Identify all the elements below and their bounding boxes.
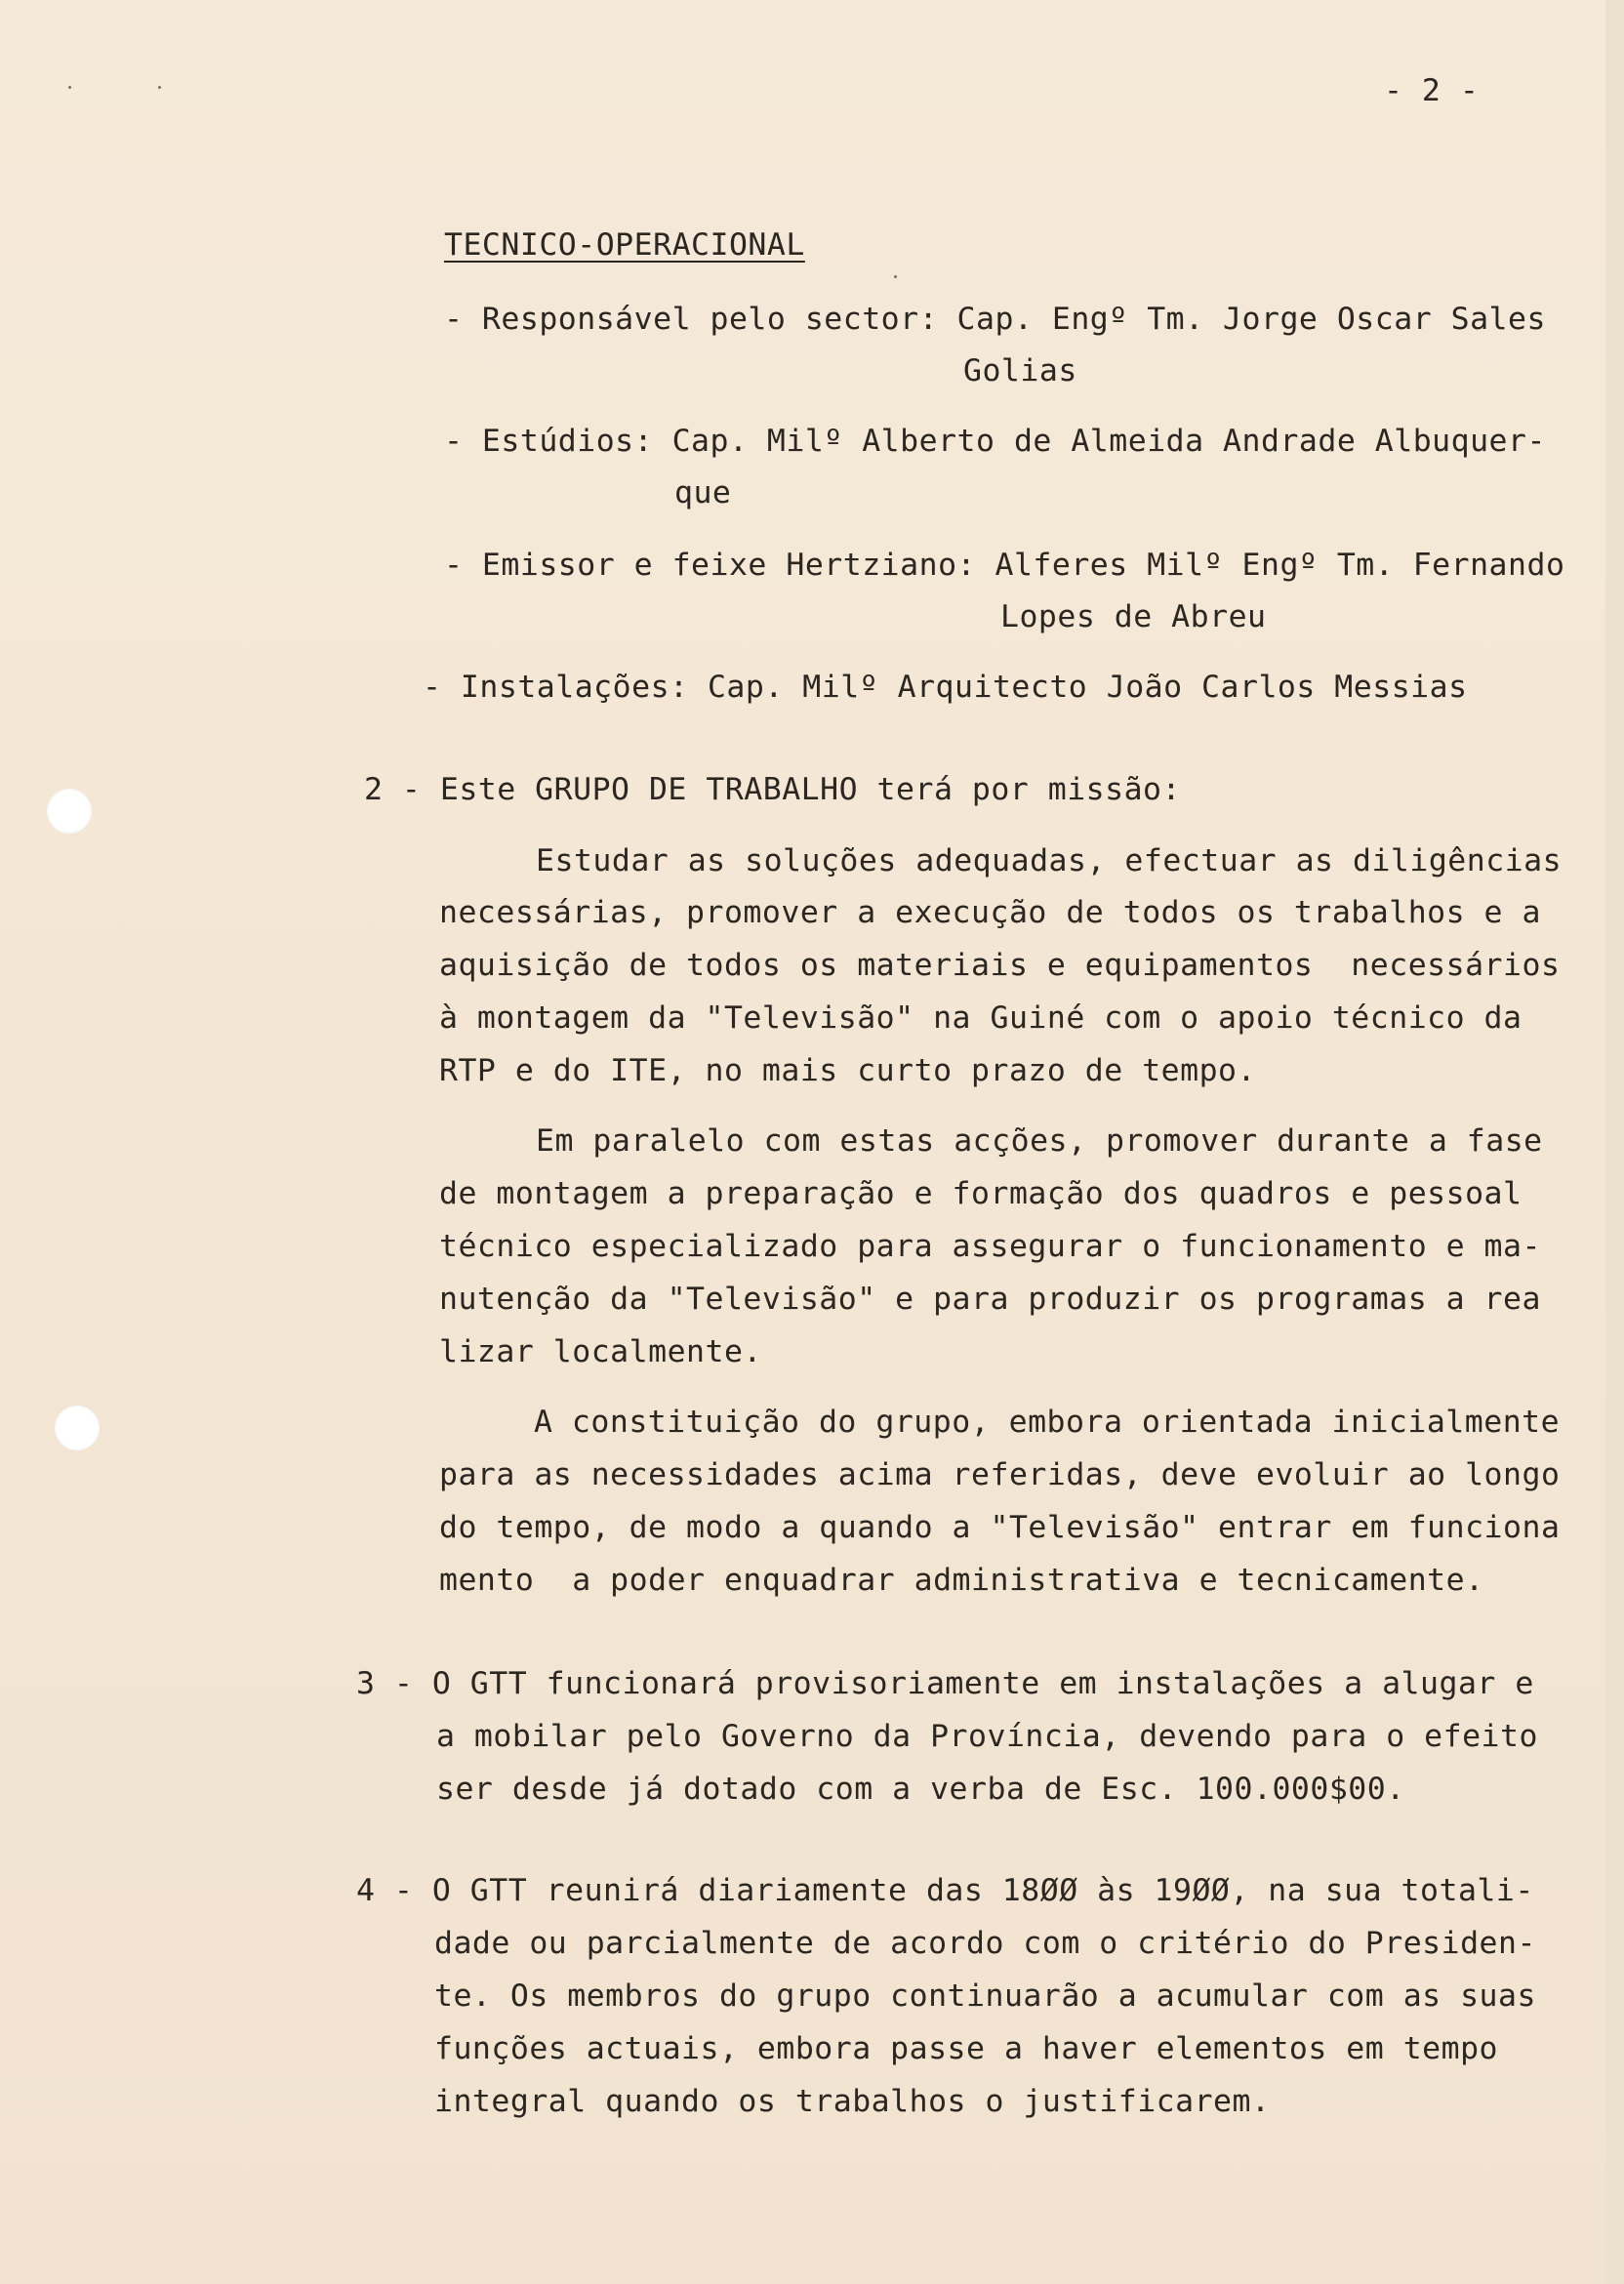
sector-line: - Estúdios: Cap. Milº Alberto de Almeida Andrade Albuquer-: [444, 424, 1546, 459]
section-4-line: funções actuais, embora passe a haver elementos em tempo: [434, 2031, 1499, 2066]
paragraph-line: RTP e do ITE, no mais curto prazo de tempo.: [439, 1053, 1256, 1088]
sector-line: - Emissor e feixe Hertziano: Alferes Milº Engº Tm. Fernando: [444, 548, 1565, 583]
scan-speck: [894, 275, 897, 278]
section-heading: TECNICO-OPERACIONAL: [444, 227, 805, 263]
paragraph-line: aquisição de todos os materiais e equipamentos necessários: [439, 948, 1561, 983]
paragraph-line: Estudar as soluções adequadas, efectuar as diligências: [536, 843, 1563, 878]
sector-line: Lopes de Abreu: [1000, 599, 1267, 634]
sector-line: - Instalações: Cap. Milº Arquitecto João Carlos Messias: [423, 670, 1468, 705]
section-3-line: a mobilar pelo Governo da Província, devendo para o efeito: [436, 1719, 1538, 1754]
paragraph-line: à montagem da "Televisão" na Guiné com o apoio técnico da: [439, 1000, 1522, 1036]
section-4-line: 4 - O GTT reunirá diariamente das 18ØØ às 19ØØ, na sua totali-: [356, 1873, 1534, 1908]
punch-hole-top: [47, 789, 92, 834]
paragraph-line: lizar localmente.: [439, 1334, 762, 1369]
section-4-line: dade ou parcialmente de acordo com o critério do Presiden-: [434, 1926, 1536, 1961]
paragraph-line: para as necessidades acima referidas, deve evoluir ao longo: [439, 1457, 1561, 1492]
sector-line: - Responsável pelo sector: Cap. Engº Tm. Jorge Oscar Sales: [444, 302, 1546, 337]
paragraph-line: de montagem a preparação e formação dos quadros e pessoal: [439, 1176, 1522, 1211]
section-4-line: integral quando os trabalhos o justificarem.: [434, 2084, 1271, 2119]
section-3-line: ser desde já dotado com a verba de Esc. 100.000$00.: [436, 1772, 1405, 1807]
page-number: - 2 -: [1384, 73, 1480, 108]
page-edge: [1605, 0, 1624, 2284]
paragraph-line: necessárias, promover a execução de todos os trabalhos e a: [439, 895, 1541, 930]
sector-line: que: [674, 475, 732, 510]
paragraph-line: A constituição do grupo, embora orientada inicialmente: [534, 1405, 1561, 1440]
scan-speck: [158, 86, 161, 89]
punch-hole-bottom: [55, 1406, 100, 1450]
paragraph-line: mento a poder enquadrar administrativa e tecnicamente.: [439, 1563, 1484, 1598]
scan-speck: [68, 86, 71, 89]
paragraph-line: do tempo, de modo a quando a "Televisão" entrar em funciona: [439, 1510, 1561, 1545]
paragraph-line: nutenção da "Televisão" e para produzir os programas a rea: [439, 1282, 1541, 1317]
section-3-line: 3 - O GTT funcionará provisoriamente em instalações a alugar e: [356, 1666, 1534, 1701]
sector-line: Golias: [963, 353, 1077, 388]
section-4-line: te. Os membros do grupo continuarão a acumular com as suas: [434, 1978, 1536, 2014]
paragraph-line: técnico especializado para assegurar o funcionamento e ma-: [439, 1229, 1541, 1264]
section-2-intro: 2 - Este GRUPO DE TRABALHO terá por missão:: [364, 772, 1181, 807]
paragraph-line: Em paralelo com estas acções, promover durante a fase: [536, 1123, 1543, 1159]
